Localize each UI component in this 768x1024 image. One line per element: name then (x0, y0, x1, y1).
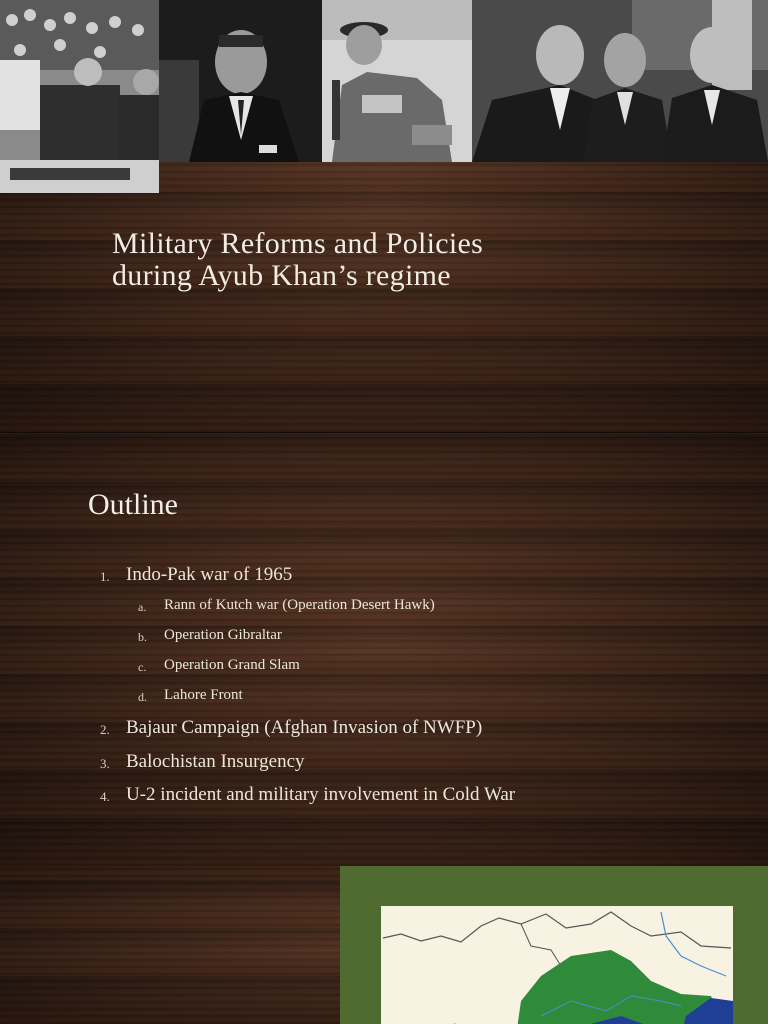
list-text: Rann of Kutch war (Operation Desert Hawk) (164, 597, 435, 613)
map-frame (340, 866, 768, 1024)
title-line-2: during Ayub Khan’s regime (112, 259, 451, 292)
list-letter: d. (138, 690, 147, 704)
slide-outline (0, 433, 768, 866)
photo-three-men (472, 0, 768, 162)
list-text: U-2 incident and military involvement in Cold War (126, 784, 516, 805)
list-text: Operation Gibraltar (164, 627, 282, 643)
list-text: Lahore Front (164, 687, 243, 703)
photo-crowd (0, 0, 159, 193)
map-image (381, 906, 733, 1024)
list-number: 3. (100, 756, 110, 771)
photo-collage (0, 0, 768, 193)
slide-title (0, 0, 768, 432)
list-text: Balochistan Insurgency (126, 751, 305, 772)
list-number: 4. (100, 789, 110, 804)
list-letter: c. (138, 660, 147, 674)
list-number: 1. (100, 569, 110, 584)
photo-portrait (159, 0, 322, 162)
slide-title-text (112, 228, 632, 292)
list-letter: b. (138, 630, 147, 644)
photo-uniform (322, 0, 472, 162)
list-number: 2. (100, 722, 110, 737)
list-text: Operation Grand Slam (164, 657, 300, 673)
list-text: Bajaur Campaign (Afghan Invasion of NWFP) (126, 717, 483, 738)
slide-map (0, 866, 768, 1024)
outline-heading: Outline (88, 488, 178, 521)
list-letter: a. (138, 600, 147, 614)
list-text: Indo-Pak war of 1965 (126, 564, 293, 585)
title-line-1: Military Reforms and Policies (112, 227, 484, 260)
